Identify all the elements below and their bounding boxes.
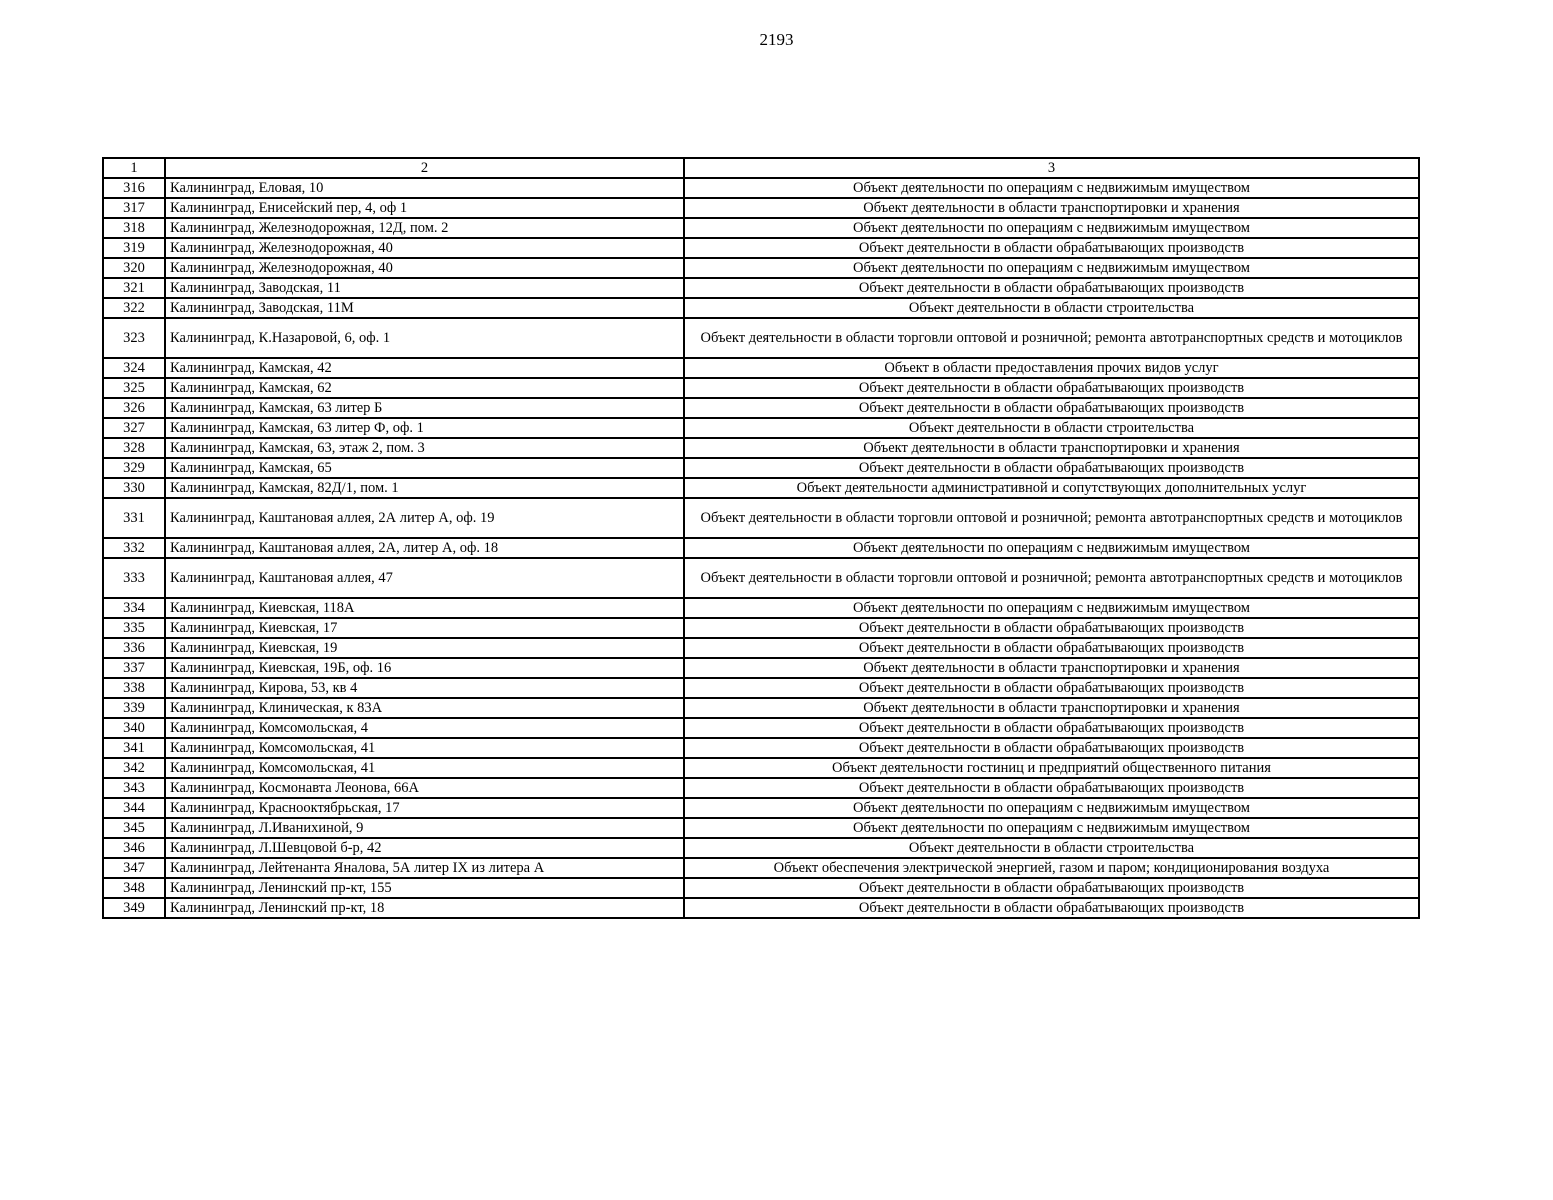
table-row — [103, 718, 1419, 738]
row-activity: Объект деятельности по операциям с недвижимым имуществом — [684, 218, 1419, 238]
row-address: Калининград, Л.Шевцовой б-р, 42 — [165, 838, 684, 858]
row-activity: Объект деятельности по операциям с недвижимым имуществом — [684, 538, 1419, 558]
row-address: Калининград, Кирова, 53, кв 4 — [165, 678, 684, 698]
row-address: Калининград, Ленинский пр-кт, 155 — [165, 878, 684, 898]
row-number: 321 — [103, 278, 165, 298]
row-address: Калининград, Киевская, 17 — [165, 618, 684, 638]
table-row — [103, 878, 1419, 898]
table-row — [103, 438, 1419, 458]
row-number: 323 — [103, 318, 165, 358]
row-activity: Объект деятельности в области обрабатывающих производств — [684, 738, 1419, 758]
row-address: Калининград, Каштановая аллея, 47 — [165, 558, 684, 598]
row-number: 332 — [103, 538, 165, 558]
row-activity: Объект деятельности гостиниц и предприятий общественного питания — [684, 758, 1419, 778]
row-address: Калининград, Каштановая аллея, 2А литер А, оф. 19 — [165, 498, 684, 538]
column-header-activity: 3 — [684, 158, 1419, 178]
row-activity: Объект деятельности административной и сопутствующих дополнительных услуг — [684, 478, 1419, 498]
table-row — [103, 838, 1419, 858]
table-row — [103, 298, 1419, 318]
row-activity: Объект деятельности в области транспортировки и хранения — [684, 698, 1419, 718]
row-activity: Объект деятельности в области обрабатывающих производств — [684, 898, 1419, 918]
row-activity: Объект деятельности в области обрабатывающих производств — [684, 878, 1419, 898]
table-row — [103, 278, 1419, 298]
table-row — [103, 858, 1419, 878]
row-address: Калининград, Железнодорожная, 40 — [165, 258, 684, 278]
table-row — [103, 598, 1419, 618]
row-address: Калининград, Камская, 63, этаж 2, пом. 3 — [165, 438, 684, 458]
row-activity: Объект деятельности в области транспортировки и хранения — [684, 438, 1419, 458]
row-number: 328 — [103, 438, 165, 458]
row-address: Калининград, Киевская, 118А — [165, 598, 684, 618]
row-activity: Объект деятельности в области торговли оптовой и розничной; ремонта автотранспортных средств и мотоциклов — [684, 498, 1419, 538]
column-header-address: 2 — [165, 158, 684, 178]
row-number: 347 — [103, 858, 165, 878]
table-row — [103, 678, 1419, 698]
row-activity: Объект деятельности в области обрабатывающих производств — [684, 618, 1419, 638]
registry-table — [102, 157, 1420, 919]
table-row — [103, 898, 1419, 918]
table-header — [103, 158, 1419, 178]
table-row — [103, 238, 1419, 258]
row-activity: Объект деятельности в области строительства — [684, 298, 1419, 318]
table-row — [103, 798, 1419, 818]
row-address: Калининград, К.Назаровой, 6, оф. 1 — [165, 318, 684, 358]
row-number: 326 — [103, 398, 165, 418]
table-row — [103, 658, 1419, 678]
table-row — [103, 738, 1419, 758]
row-address: Калининград, Комсомольская, 4 — [165, 718, 684, 738]
row-number: 335 — [103, 618, 165, 638]
row-address: Калининград, Заводская, 11 — [165, 278, 684, 298]
row-activity: Объект деятельности в области обрабатывающих производств — [684, 238, 1419, 258]
row-address: Калининград, Космонавта Леонова, 66А — [165, 778, 684, 798]
row-number: 334 — [103, 598, 165, 618]
row-number: 318 — [103, 218, 165, 238]
column-header-number: 1 — [103, 158, 165, 178]
table-row — [103, 458, 1419, 478]
row-activity: Объект деятельности по операциям с недвижимым имуществом — [684, 178, 1419, 198]
row-number: 341 — [103, 738, 165, 758]
row-address: Калининград, Камская, 62 — [165, 378, 684, 398]
row-activity: Объект деятельности в области обрабатывающих производств — [684, 778, 1419, 798]
row-address: Калининград, Комсомольская, 41 — [165, 738, 684, 758]
row-number: 324 — [103, 358, 165, 378]
row-number: 333 — [103, 558, 165, 598]
row-activity: Объект деятельности в области строительства — [684, 418, 1419, 438]
row-address: Калининград, Заводская, 11М — [165, 298, 684, 318]
row-activity: Объект в области предоставления прочих видов услуг — [684, 358, 1419, 378]
row-number: 337 — [103, 658, 165, 678]
row-activity: Объект деятельности в области обрабатывающих производств — [684, 278, 1419, 298]
row-number: 345 — [103, 818, 165, 838]
row-number: 320 — [103, 258, 165, 278]
table-row — [103, 778, 1419, 798]
row-number: 319 — [103, 238, 165, 258]
row-activity: Объект деятельности в области обрабатывающих производств — [684, 718, 1419, 738]
row-activity: Объект деятельности по операциям с недвижимым имуществом — [684, 598, 1419, 618]
table-row — [103, 558, 1419, 598]
table-row — [103, 698, 1419, 718]
row-number: 317 — [103, 198, 165, 218]
row-address: Калининград, Клиническая, к 83А — [165, 698, 684, 718]
table-row — [103, 358, 1419, 378]
row-activity: Объект обеспечения электрической энергией, газом и паром; кондиционирования воздуха — [684, 858, 1419, 878]
row-address: Калининград, Камская, 82Д/1, пом. 1 — [165, 478, 684, 498]
row-activity: Объект деятельности по операциям с недвижимым имуществом — [684, 258, 1419, 278]
row-activity: Объект деятельности в области торговли оптовой и розничной; ремонта автотранспортных средств и мотоциклов — [684, 558, 1419, 598]
row-number: 343 — [103, 778, 165, 798]
table-row — [103, 758, 1419, 778]
row-address: Калининград, Лейтенанта Яналова, 5А литер IX из литера А — [165, 858, 684, 878]
row-address: Калининград, Камская, 63 литер Б — [165, 398, 684, 418]
row-activity: Объект деятельности по операциям с недвижимым имуществом — [684, 798, 1419, 818]
row-activity: Объект деятельности в области обрабатывающих производств — [684, 458, 1419, 478]
row-address: Калининград, Камская, 65 — [165, 458, 684, 478]
row-activity: Объект деятельности в области строительства — [684, 838, 1419, 858]
row-number: 339 — [103, 698, 165, 718]
row-activity: Объект деятельности в области обрабатывающих производств — [684, 378, 1419, 398]
row-address: Калининград, Еловая, 10 — [165, 178, 684, 198]
table-row — [103, 178, 1419, 198]
row-number: 330 — [103, 478, 165, 498]
table-row — [103, 418, 1419, 438]
row-address: Калининград, Л.Иванихиной, 9 — [165, 818, 684, 838]
row-address: Калининград, Железнодорожная, 12Д, пом. 2 — [165, 218, 684, 238]
table-row — [103, 478, 1419, 498]
row-activity: Объект деятельности в области транспортировки и хранения — [684, 658, 1419, 678]
table-row — [103, 618, 1419, 638]
row-address: Калининград, Камская, 42 — [165, 358, 684, 378]
table-row — [103, 258, 1419, 278]
row-number: 327 — [103, 418, 165, 438]
table-row — [103, 638, 1419, 658]
table-row — [103, 378, 1419, 398]
row-activity: Объект деятельности в области обрабатывающих производств — [684, 638, 1419, 658]
row-number: 316 — [103, 178, 165, 198]
row-address: Калининград, Киевская, 19Б, оф. 16 — [165, 658, 684, 678]
table-row — [103, 398, 1419, 418]
row-activity: Объект деятельности в области обрабатывающих производств — [684, 398, 1419, 418]
row-address: Калининград, Енисейский пер, 4, оф 1 — [165, 198, 684, 218]
row-number: 344 — [103, 798, 165, 818]
table-row — [103, 318, 1419, 358]
page-number: 2193 — [759, 30, 794, 49]
row-number: 336 — [103, 638, 165, 658]
table-row — [103, 818, 1419, 838]
row-number: 340 — [103, 718, 165, 738]
row-activity: Объект деятельности в области транспортировки и хранения — [684, 198, 1419, 218]
row-number: 349 — [103, 898, 165, 918]
row-number: 342 — [103, 758, 165, 778]
row-address: Калининград, Железнодорожная, 40 — [165, 238, 684, 258]
row-number: 322 — [103, 298, 165, 318]
row-address: Калининград, Краснооктябрьская, 17 — [165, 798, 684, 818]
row-address: Калининград, Комсомольская, 41 — [165, 758, 684, 778]
row-number: 329 — [103, 458, 165, 478]
row-activity: Объект деятельности в области обрабатывающих производств — [684, 678, 1419, 698]
row-address: Калининград, Каштановая аллея, 2А, литер А, оф. 18 — [165, 538, 684, 558]
row-number: 348 — [103, 878, 165, 898]
row-activity: Объект деятельности в области торговли оптовой и розничной; ремонта автотранспортных средств и мотоциклов — [684, 318, 1419, 358]
table-row — [103, 218, 1419, 238]
row-address: Калининград, Киевская, 19 — [165, 638, 684, 658]
table-row — [103, 498, 1419, 538]
row-address: Калининград, Ленинский пр-кт, 18 — [165, 898, 684, 918]
row-number: 325 — [103, 378, 165, 398]
row-number: 346 — [103, 838, 165, 858]
table-body — [103, 178, 1419, 918]
row-address: Калининград, Камская, 63 литер Ф, оф. 1 — [165, 418, 684, 438]
table-row — [103, 538, 1419, 558]
header-row — [103, 158, 1419, 178]
row-number: 331 — [103, 498, 165, 538]
row-number: 338 — [103, 678, 165, 698]
row-activity: Объект деятельности по операциям с недвижимым имуществом — [684, 818, 1419, 838]
table-row — [103, 198, 1419, 218]
